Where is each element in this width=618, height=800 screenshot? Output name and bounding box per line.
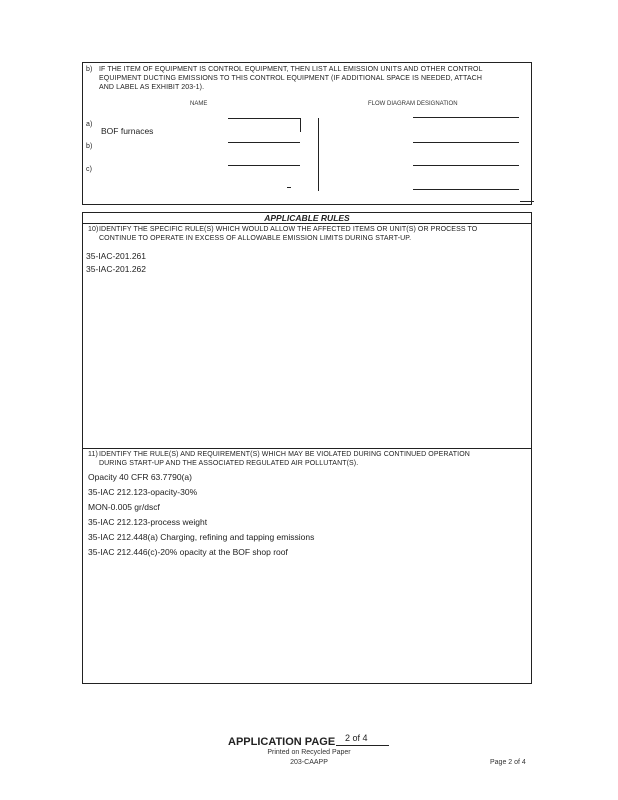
continued-operation-rule-1: Opacity 40 CFR 63.7790(a) (88, 472, 192, 482)
equipment-row-a-designation-line (413, 117, 519, 118)
control-equipment-instruction-line-2: EQUIPMENT DUCTING EMISSIONS TO THIS CONTROL EQUIPMENT (IF ADDITIONAL SPACE IS NEEDED, ATTACH (99, 75, 482, 82)
continued-operation-item-marker: 11) (88, 451, 98, 458)
section-bottom-tail (520, 201, 534, 202)
startup-question-line-2: CONTINUE TO OPERATE IN EXCESS OF ALLOWABLE EMISSION LIMITS DURING START-UP. (99, 235, 412, 242)
application-page-label: APPLICATION PAGE (228, 736, 336, 748)
printed-on-recycled-paper: Printed on Recycled Paper (267, 749, 351, 756)
equipment-row-a-name-tick (300, 118, 301, 132)
control-equipment-item-marker: b) (86, 66, 93, 73)
application-page-fraction: 2 of 4 (345, 733, 368, 743)
equipment-row-c-designation-line (413, 165, 519, 166)
equipment-row-a-name-line (228, 118, 300, 119)
continued-operation-question-line-1: IDENTIFY THE RULE(S) AND REQUIREMENT(S) WHICH MAY BE VIOLATED DURING CONTINUED OPERATION (99, 451, 470, 458)
equipment-row-b-name-line (228, 142, 300, 143)
equipment-row-b-marker: b) (86, 143, 93, 150)
equipment-row-c-name-dash (287, 187, 291, 188)
column-divider (318, 118, 319, 191)
flow-diagram-column-header: FLOW DIAGRAM DESIGNATION (368, 101, 458, 107)
control-equipment-instruction-line-3: AND LABEL AS EXHIBIT 203-1). (99, 84, 205, 91)
continued-operation-rule-2: 35-IAC 212.123-opacity-30% (88, 487, 198, 497)
application-page-underline (336, 745, 389, 746)
rules-divider (82, 448, 532, 449)
form-number: 203-CAAPP (290, 759, 328, 766)
equipment-row-c-marker: c) (86, 166, 93, 173)
equipment-row-b-designation-line (413, 142, 519, 143)
startup-question-line-1: IDENTIFY THE SPECIFIC RULE(S) WHICH WOULD ALLOW THE AFFECTED ITEMS OR UNIT(S) OR PROCESS TO (99, 226, 478, 233)
equipment-row-a-marker: a) (86, 121, 93, 128)
equipment-row-c-name-line (228, 165, 300, 166)
continued-operation-rule-5: 35-IAC 212.448(a) Charging, refining and tapping emissions (88, 532, 315, 542)
equipment-row-a-name: BOF furnaces (101, 126, 154, 136)
page-counter: Page 2 of 4 (490, 759, 526, 766)
name-column-header: NAME (190, 101, 208, 107)
continued-operation-rule-4: 35-IAC 212.123-process weight (88, 517, 208, 527)
applicable-rules-title: APPLICABLE RULES (264, 213, 350, 223)
continued-operation-question-line-2: DURING START-UP AND THE ASSOCIATED REGULATED AIR POLLUTANT(S). (99, 460, 359, 467)
applicable-rules-header-line (82, 223, 532, 224)
startup-item-marker: 10) (88, 226, 99, 233)
equipment-row-c-designation-line-2 (413, 189, 519, 190)
continued-operation-rule-3: MON-0.005 gr/dscf (88, 502, 160, 512)
control-equipment-instruction-line-1: IF THE ITEM OF EQUIPMENT IS CONTROL EQUIPMENT, THEN LIST ALL EMISSION UNITS AND OTHER CONTROL (99, 66, 483, 73)
continued-operation-rule-6: 35-IAC 212.446(c)-20% opacity at the BOF shop roof (88, 547, 288, 557)
startup-rule-1: 35-IAC-201.261 (86, 251, 147, 261)
startup-rule-2: 35-IAC-201.262 (86, 264, 147, 274)
